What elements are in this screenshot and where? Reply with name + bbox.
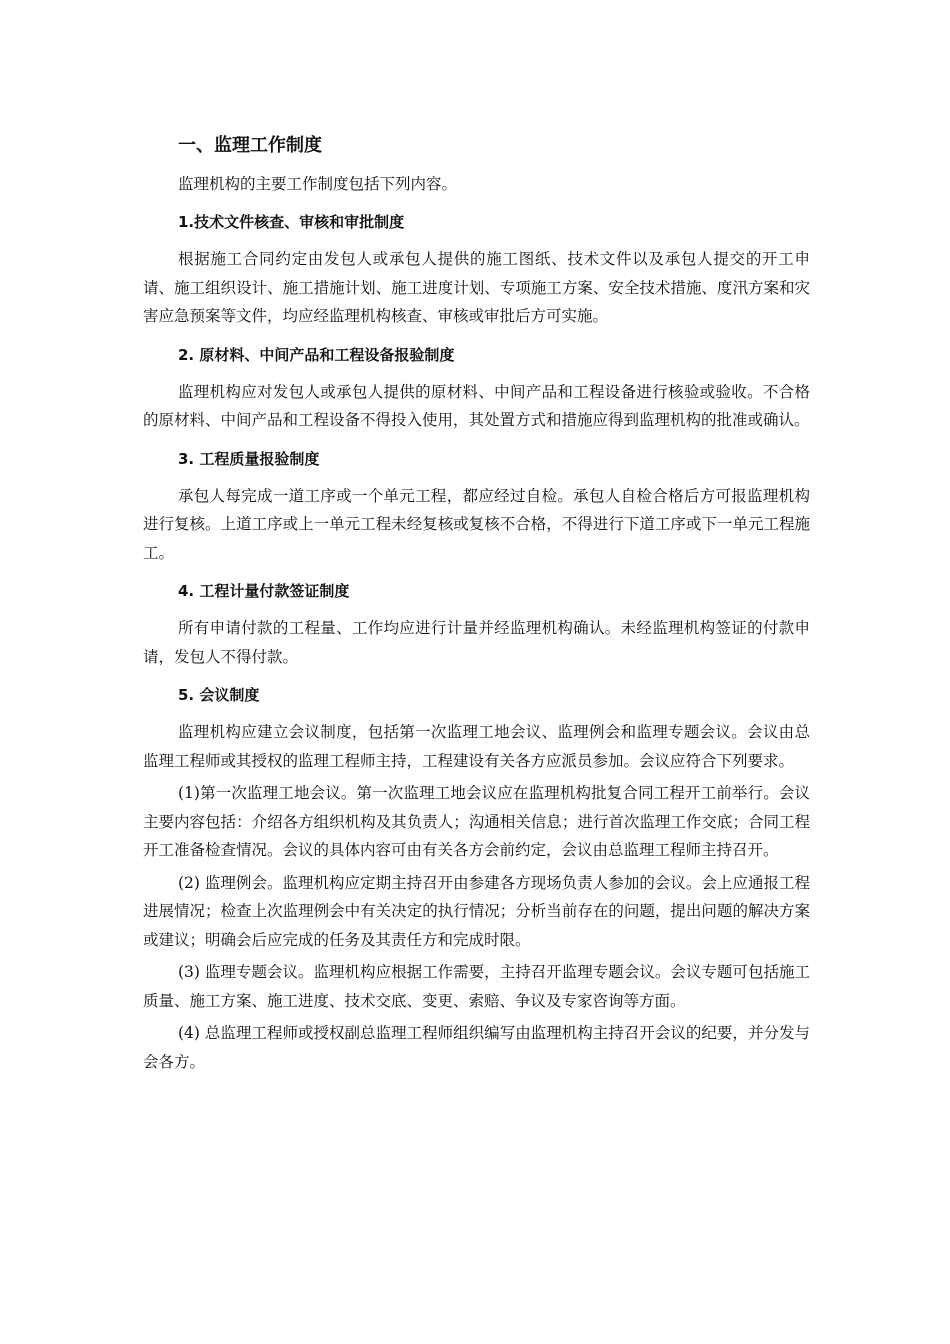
intro-paragraph: 监理机构的主要工作制度包括下列内容。 <box>178 175 458 193</box>
section-2 <box>143 341 810 435</box>
section-paragraph: 监理机构应建立会议制度，包括第一次监理工地会议、监理例会和监理专题会议。会议由总监理工程师或其授权的监理工程师主持，工程建设有关各方应派员参加。会议应符合下列要求。 <box>143 723 810 770</box>
section-paragraph: 承包人每完成一道工序或一个单元工程，都应经过自检。承包人自检合格后方可报监理机构进行复核。上道工序或上一单元工程未经复核或复核不合格，不得进行下道工序或下一单元工程施工。 <box>143 486 810 562</box>
page-title: 一、监理工作制度 <box>178 135 322 156</box>
section-heading: 1.技术文件核查、审核和审批制度 <box>178 213 405 231</box>
section-heading: 5. 会议制度 <box>178 686 260 704</box>
section-3 <box>143 445 810 568</box>
section-paragraph: 根据施工合同约定由发包人或承包人提供的施工图纸、技术文件以及承包人提交的开工申请、施工组织设计、施工措施计划、施工进度计划、专项施工方案、安全技术措施、度汛方案和灾害应急预案等文件，均应经监理机构核查、审核或审批后方可实施。 <box>143 250 810 325</box>
list-item: (3) 监理专题会议。监理机构应根据工作需要，主持召开监理专题会议。会议专题可包括施工质量、施工方案、施工进度、技术交底、变更、索赔、争议及专家咨询等方面。 <box>143 963 810 1010</box>
document-page <box>143 132 810 1080</box>
list-item: (1)第一次监理工地会议。第一次监理工地会议应在监理机构批复合同工程开工前举行。会议主要内容包括：介绍各方组织机构及其负责人；沟通相关信息；进行首次监理工作交底；合同工程开工准备检查情况。会议的具体内容可由有关各方会前约定，会议由总监理工程师主持召开。 <box>143 784 810 859</box>
section-heading: 2. 原材料、中间产品和工程设备报验制度 <box>178 345 455 364</box>
list-item: (2) 监理例会。监理机构应定期主持召开由参建各方现场负责人参加的会议。会上应通报工程进展情况；检查上次监理例会中有关决定的执行情况；分析当前存在的问题，提出问题的解决方案或建议；明确会后应完成的任务及其责任方和完成时限。 <box>143 873 810 949</box>
section-5 <box>143 681 810 1076</box>
section-1 <box>143 208 810 331</box>
section-heading: 4. 工程计量付款签证制度 <box>178 582 350 600</box>
section-4 <box>143 577 810 671</box>
section-paragraph: 监理机构应对发包人或承包人提供的原材料、中间产品和工程设备进行核验或验收。不合格的原材料、中间产品和工程设备不得投入使用，其处置方式和措施应得到监理机构的批准或确认。 <box>143 382 810 429</box>
section-paragraph: 所有申请付款的工程量、工作均应进行计量并经监理机构确认。未经监理机构签证的付款申请，发包人不得付款。 <box>143 619 810 666</box>
list-item: (4) 总监理工程师或授权副总监理工程师组织编写由监理机构主持召开会议的纪要，并分发与会各方。 <box>143 1024 810 1071</box>
section-heading: 3. 工程质量报验制度 <box>178 449 320 468</box>
